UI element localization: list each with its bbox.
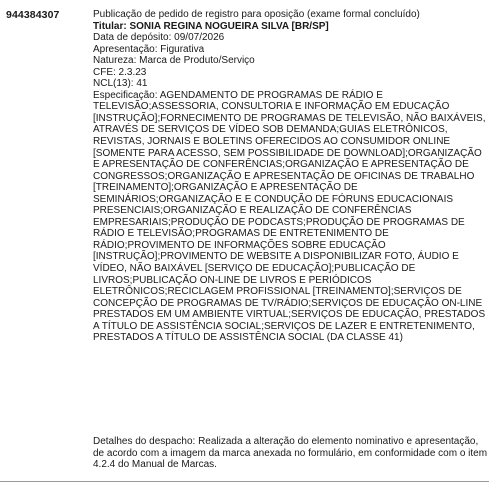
specification-line: CONCEPÇÃO DE PROGRAMAS DE TV/RÁDIO;SERVIÇOS DE EDUCAÇÃO ON-LINE bbox=[93, 297, 483, 309]
specification-line: RÁDIO E TELEVISÃO;PROGRAMAS DE ENTRETENIMENTO DE bbox=[93, 228, 389, 240]
specification-line: E APRESENTAÇÃO DE CONFERÊNCIAS;ORGANIZAÇÃO E APRESENTAÇÃO DE bbox=[93, 159, 469, 171]
ncl-class: NCL(13): 41 bbox=[93, 78, 148, 90]
specification-line: [TREINAMENTO];ORGANIZAÇÃO E APRESENTAÇÃO DE bbox=[93, 182, 358, 194]
specification-line: [SOMENTE PARA ACESSO, SEM POSSIBILIDADE DE DOWNLOAD];ORGANIZAÇÃO bbox=[93, 147, 482, 159]
record-divider bbox=[0, 481, 489, 482]
specification-line: Especificação: AGENDAMENTO DE PROGRAMAS DE RÁDIO E bbox=[93, 89, 383, 101]
presentation-type: Apresentação: Figurativa bbox=[93, 43, 205, 55]
specification-line: PRESENCIAIS;ORGANIZAÇÃO E REALIZAÇÃO DE CONFERÊNCIAS bbox=[93, 205, 412, 217]
specification-line: CONGRESSOS;ORGANIZAÇÃO E APRESENTAÇÃO DE OFICINAS DE TRABALHO bbox=[93, 170, 475, 182]
specification-line: PRESTADOS EM UM AMBIENTE VIRTUAL;SERVIÇOS DE EDUCAÇÃO, PRESTADOS bbox=[93, 309, 486, 321]
specification-line: RÁDIO;PROVIMENTO DE INFORMAÇÕES SOBRE EDUCAÇÃO bbox=[93, 239, 386, 251]
publication-type: Publicação de pedido de registro para oposição (exame formal concluído) bbox=[93, 9, 420, 20]
specification-line: A TÍTULO DE ASSISTÊNCIA SOCIAL;SERVIÇOS DE LAZER E ENTRETENIMENTO, bbox=[93, 320, 475, 332]
holder-name: Titular: SONIA REGINA NOGUEIRA SILVA [BR/SP] bbox=[93, 20, 329, 32]
process-number: 944384307 bbox=[6, 9, 60, 21]
deposit-date: Data de depósito: 09/07/2026 bbox=[93, 32, 225, 44]
specification-line: REVISTAS, JORNAIS E BOLETINS OFERECIDOS AO CONSUMIDOR ONLINE bbox=[93, 136, 451, 148]
specification bbox=[93, 89, 486, 344]
specification-line: [INSTRUÇÃO];PROVIMENTO DE WEBSITE A DISPONIBILIZAR FOTO, ÁUDIO E bbox=[93, 251, 459, 263]
dispatch-line: Detalhes do despacho: Realizada a alteração do elemento nominativo e apresentação, bbox=[93, 436, 479, 447]
mark-nature: Natureza: Marca de Produto/Serviço bbox=[93, 55, 255, 67]
dispatch-line: 4.2.4 do Manual de Marcas. bbox=[93, 459, 217, 471]
specification-line: PRESTADOS A TÍTULO DE ASSISTÊNCIA SOCIAL (DA CLASSE 41) bbox=[93, 332, 403, 344]
cfe-code: CFE: 2.3.23 bbox=[93, 66, 147, 78]
specification-line: TELEVISÃO;ASSESSORIA, CONSULTORIA E INFORMAÇÃO EM EDUCAÇÃO bbox=[93, 101, 450, 113]
specification-line: [INSTRUÇÃO];FORNECIMENTO DE PROGRAMAS DE TELEVISÃO, NÃO BAIXÁVEIS, bbox=[93, 112, 486, 124]
publication-record bbox=[93, 9, 486, 344]
specification-line: VÍDEO, NÃO BAIXÁVEL [SERVIÇO DE EDUCAÇÃO];PUBLICAÇÃO DE bbox=[93, 263, 416, 275]
specification-line: ELETRÔNICOS;RECICLAGEM PROFISSIONAL [TREINAMENTO];SERVIÇOS DE bbox=[93, 286, 462, 298]
specification-line: ATRAVÉS DE SERVIÇOS DE VÍDEO SOB DEMANDA;GUIAS ELETRÔNICOS, bbox=[93, 124, 448, 136]
specification-line: SEMINÁRIOS;ORGANIZAÇÃO E E CONDUÇÃO DE FÓRUNS EDUCACIONAIS bbox=[93, 193, 454, 205]
dispatch-line: de acordo com a imagem da marca anexada no formulário, em conformidade com o item bbox=[93, 447, 488, 459]
specification-line: EMPRESARIAIS;PRODUÇÃO DE PODCASTS;PRODUÇÃO DE PROGRAMAS DE bbox=[93, 216, 465, 228]
dispatch-details bbox=[93, 436, 488, 471]
specification-line: LIVROS;PUBLICAÇÃO ON-LINE DE LIVROS E PERIÓDICOS bbox=[93, 274, 372, 286]
